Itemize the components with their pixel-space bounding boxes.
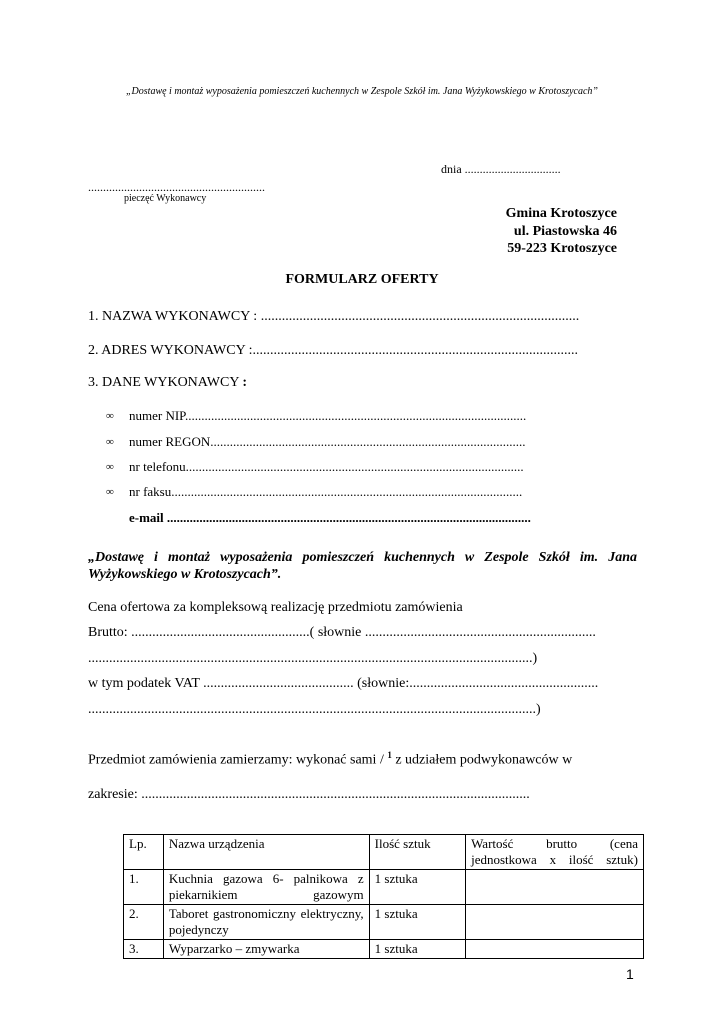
bullet-icon: ∞ (106, 461, 114, 473)
phone-field: nr telefonu........................................................................................................ (129, 459, 524, 474)
table-cell: Taboret gastronomiczny elektryczny, pojedynczy (163, 905, 369, 940)
fax-field: nr faksu............................................................................................................ (129, 484, 523, 499)
table-cell (466, 870, 644, 905)
stamp-line: ........................................................... (88, 180, 265, 194)
date-field: dnia ................................ (441, 162, 561, 176)
bullet-icon: ∞ (106, 486, 114, 498)
table-row (124, 905, 644, 940)
price-intro: Cena ofertowa za kompleksową realizację przedmiotu zamówienia (88, 600, 463, 615)
nip-field: numer NIP......................................................................................................... (129, 408, 527, 423)
contractor-name-field: 1. NAZWA WYKONAWCY : ........................................................................................... (88, 309, 580, 324)
table-cell: 1 sztuka (369, 870, 465, 905)
stamp-label: pieczęć Wykonawcy (124, 193, 207, 204)
table-row (124, 870, 644, 905)
equipment-table (123, 834, 644, 959)
bullet-icon: ∞ (106, 436, 114, 448)
footnote-marker: 1 (387, 750, 392, 760)
recipient-name: Gmina Krotoszyce (505, 206, 617, 221)
table-cell: 1 sztuka (369, 905, 465, 940)
regon-field: numer REGON................................................................................................. (129, 434, 526, 449)
table-cell: 1 sztuka (369, 940, 465, 959)
table-cell: 2. (124, 905, 164, 940)
table-header-row (124, 835, 644, 870)
table-row (124, 940, 644, 959)
gross-price-continuation: ...............................................................................................................................) (88, 651, 538, 666)
page-number: 1 (626, 966, 634, 982)
table-header-cell: Wartość brutto (cena jednostkowa x ilość sztuk) (466, 835, 644, 870)
contractor-address-field: 2. ADRES WYKONAWCY :............................................................................................. (88, 343, 579, 358)
form-title: FORMULARZ OFERTY (285, 272, 439, 287)
table-cell: 1. (124, 870, 164, 905)
email-field: e-mail ................................................................................................................ (129, 510, 531, 525)
vat-field: w tym podatek VAT ........................................... (słownie:...................................................... (88, 676, 599, 691)
recipient-street: ul. Piastowska 46 (513, 224, 617, 239)
contractor-data-heading: 3. DANE WYKONAWCY : (88, 375, 248, 390)
gross-price-field: Brutto: ...................................................( słownie .................................................................. (88, 625, 596, 640)
subcontract-scope-field: zakresie: ............................................................................................................... (88, 787, 530, 802)
order-subject: „Dostawę i montaż wyposażenia pomieszczeń kuchennych w Zespole Szkół im. Jana Wyżykowskiego w Krotoszycach”. (88, 550, 637, 582)
data-colon: : (242, 375, 248, 390)
table-header-cell: Ilość sztuk (369, 835, 465, 870)
table-cell: 3. (124, 940, 164, 959)
subcontract-statement: Przedmiot zamówienia zamierzamy: wykonać sami / $^1$ z udziałem podwykonawców w (88, 750, 573, 768)
table-header-cell: Lp. (124, 835, 164, 870)
table-header-cell: Nazwa urządzenia (163, 835, 369, 870)
document-header: „Dostawę i montaż wyposażenia pomieszczeń kuchennych w Zespole Szkół im. Jana Wyżykowskiego w Krotoszycach” (126, 86, 598, 97)
recipient-city: 59-223 Krotoszyce (507, 241, 617, 256)
table-cell (466, 905, 644, 940)
bullet-icon: ∞ (106, 410, 114, 422)
table-cell: Kuchnia gazowa 6- palnikowa z piekarnikiem gazowym (163, 870, 369, 905)
vat-continuation: ................................................................................................................................) (88, 702, 541, 717)
table-cell: Wyparzarko – zmywarka (163, 940, 369, 959)
table-cell (466, 940, 644, 959)
